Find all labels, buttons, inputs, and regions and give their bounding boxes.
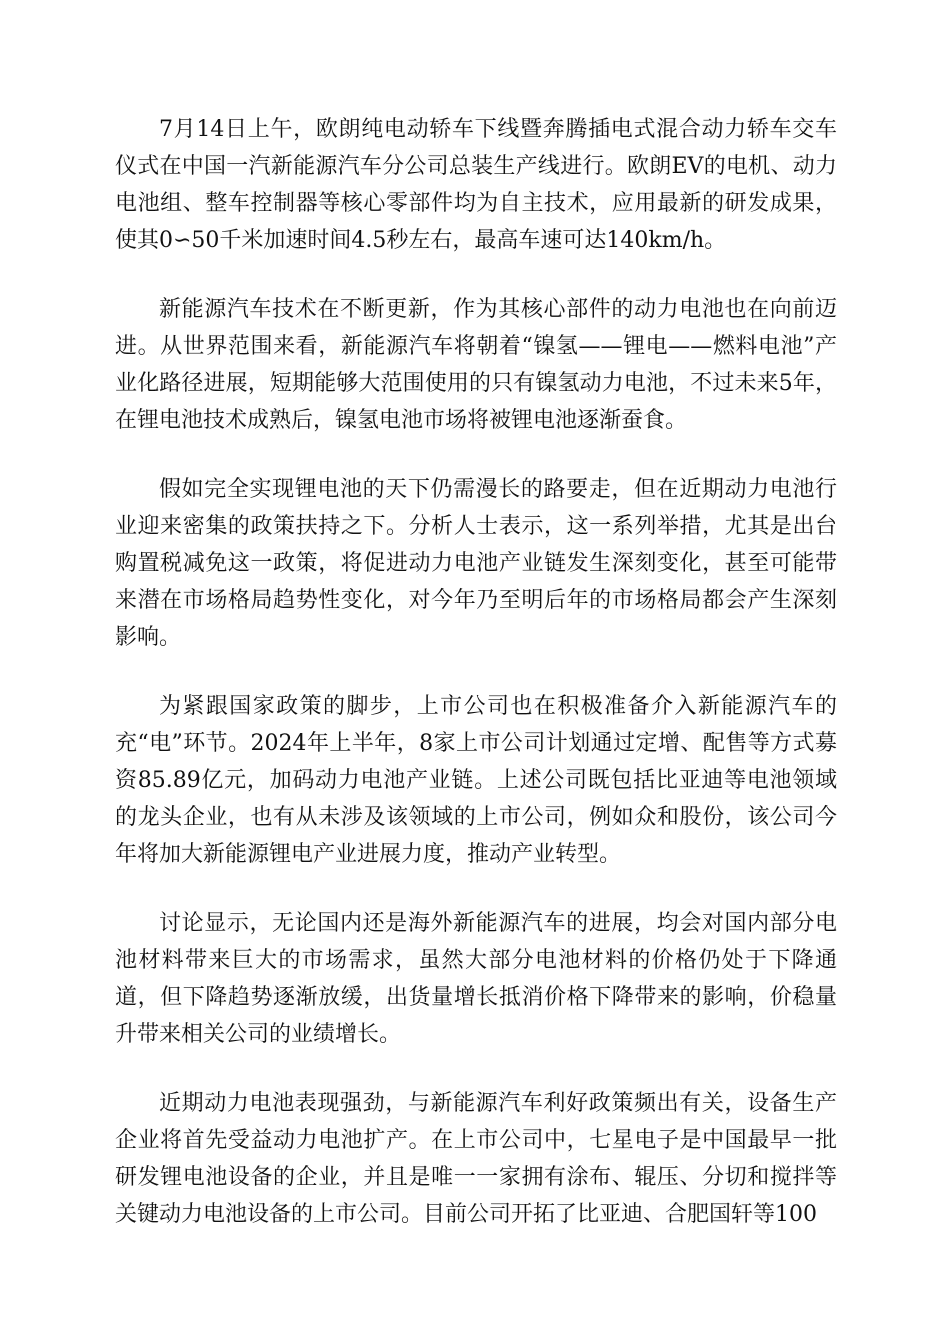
paragraph: 讨论显示，无论国内还是海外新能源汽车的进展，均会对国内部分电池材料带来巨大的市场需求，虽然大部分电池材料的价格仍处于下降通道，但下降趋势逐渐放缓，出货量增长抵消价格下降带来的影响，价稳量升带来相关公司的业绩增长。 — [115, 911, 837, 1047]
paragraph: 假如完全实现锂电池的天下仍需漫长的路要走，但在近期动力电池行业迎来密集的政策扶持之下。分析人士表示，这一系列举措，尤其是出台购置税减免这一政策，将促进动力电池产业链发生深刻变化，甚至可能带来潜在市场格局趋势性变化，对今年乃至明后年的市场格局都会产生深刻影响。 — [115, 477, 837, 650]
paragraph: 新能源汽车技术在不断更新，作为其核心部件的动力电池也在向前迈进。从世界范围来看，新能源汽车将朝着“镍氢——锂电——燃料电池”产业化路径进展，短期能够大范围使用的只有镍氢动力电池，不过未来5年，在锂电池技术成熟后，镍氢电池市场将被锂电池逐渐蚕食。 — [115, 297, 837, 433]
document-body — [115, 111, 837, 1233]
paragraph: 近期动力电池表现强劲，与新能源汽车利好政策频出有关，设备生产企业将首先受益动力电池扩产。在上市公司中，七星电子是中国最早一批研发锂电池设备的企业，并且是唯一一家拥有涂布、辊压、分切和搅拌等关键动力电池设备的上市公司。目前公司开拓了比亚迪、合肥国轩等100 — [115, 1091, 837, 1227]
paragraph: 7月14日上午，欧朗纯电动轿车下线暨奔腾插电式混合动力轿车交车仪式在中国一汽新能源汽车分公司总装生产线进行。欧朗EV的电机、动力电池组、整车控制器等核心零部件均为自主技术，应用最新的研发成果，使其0∽50千米加速时间4.5秒左右，最高车速可达140km/h。 — [115, 117, 837, 253]
paragraph: 为紧跟国家政策的脚步，上市公司也在积极准备介入新能源汽车的充“电”环节。2024年上半年，8家上市公司计划通过定增、配售等方式募资85.89亿元，加码动力电池产业链。上述公司既包括比亚迪等电池领域的龙头企业，也有从未涉及该领域的上市公司，例如众和股份，该公司今年将加大新能源锂电产业进展力度，推动产业转型。 — [115, 694, 837, 867]
